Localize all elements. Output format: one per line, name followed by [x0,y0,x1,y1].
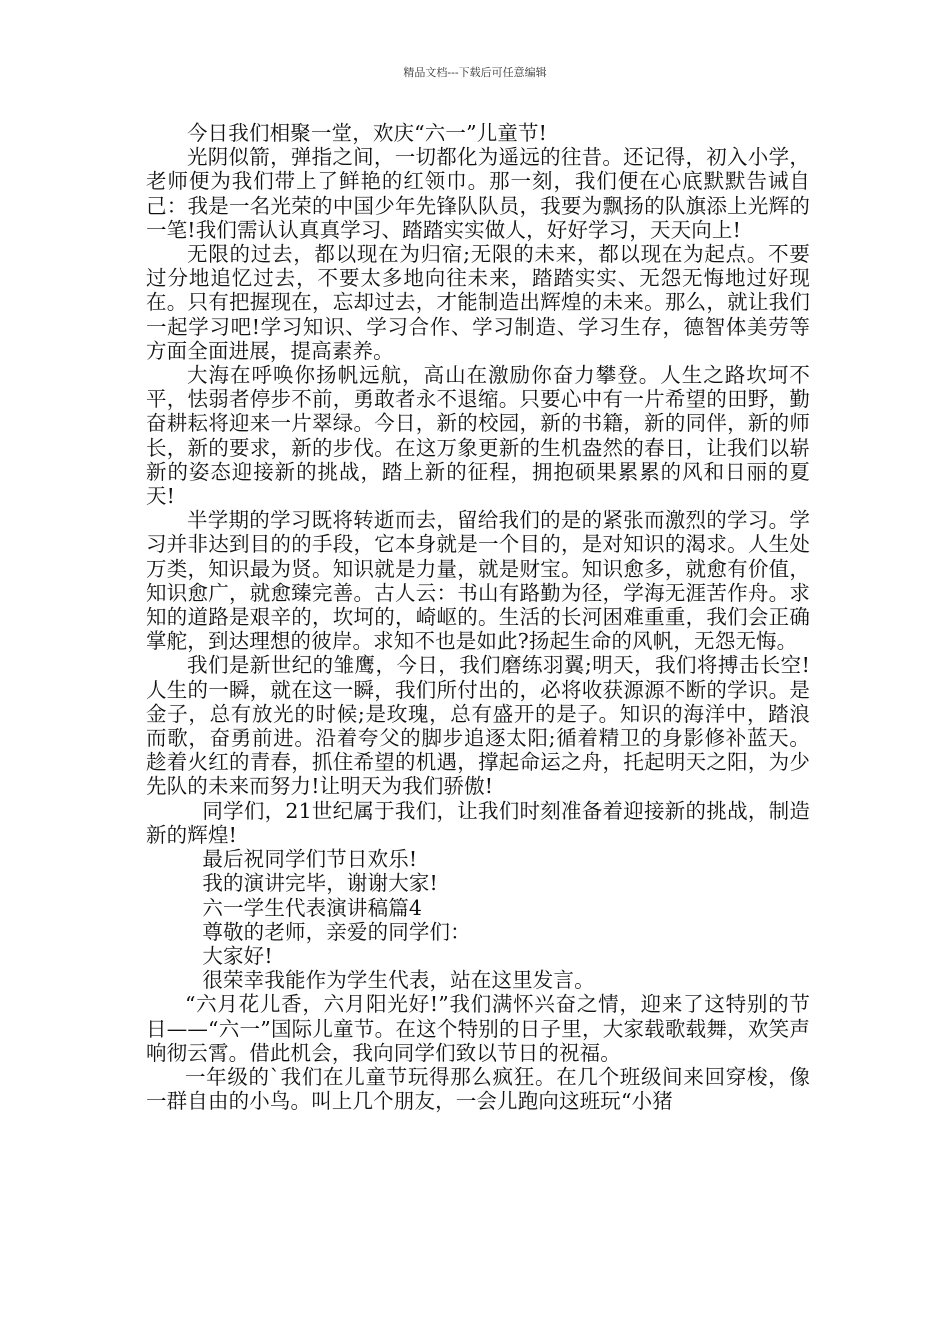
page-header: 精品文档---下载后可任意编辑 [403,66,547,79]
paragraph-15: 一年级的`我们在儿童节玩得那么疯狂。在几个班级间来回穿梭，像一群自由的小鸟。叫上几个朋友，一会儿跑向这班玩“小猪 [146,1064,810,1114]
paragraph-6: 我们是新世纪的雏鹰，今日，我们磨练羽翼;明天，我们将搏击长空!人生的一瞬，就在这一瞬，我们所付出的，必将收获源源不断的学识。是金子，总有放光的时候;是玫瑰，总有盛开的是子。知识的海洋中，踏浪而歌，奋勇前进。沿着夸父的脚步追逐太阳;循着精卫的身影修补蓝天。趁着火红的青春，抓住希望的机遇，撑起命运之舟，托起明天之阳，为少先队的未来而努力!让明天为我们骄傲! [146,653,810,799]
salutation: 尊敬的老师，亲爱的同学们： [202,919,471,944]
paragraph-7: 同学们，21世纪属于我们，让我们时刻准备着迎接新的挑战，制造新的辉煌! [146,798,810,847]
paragraph-4: 大海在呼唤你扬帆远航，高山在激励你奋力攀登。人生之路坎坷不平，怯弱者停步不前，勇敢者永不退缩。只要心中有一片希望的田野，勤奋耕耘将迎来一片翠绿。今日，新的校园，新的书籍，新的同伴，新的师长，新的要求，新的步伐。在这万象更新的生机盎然的春日，让我们以崭新的姿态迎接新的挑战，踏上新的征程，拥抱硕果累累的风和日丽的夏天! [146,363,810,509]
paragraph-14: “六月花儿香，六月阳光好!”我们满怀兴奋之情，迎来了这特别的节日——“六一”国际儿童节。在这个特别的日子里，大家载歌载舞，欢笑声响彻云霄。借此机会，我向同学们致以节日的祝福。 [146,992,810,1065]
document-body [146,121,810,1113]
paragraph-3: 无限的过去，都以现在为归宿;无限的未来，都以现在为起点。不要过分地追忆过去，不要太多地向往未来，踏踏实实、无怨无悔地过好现在。只有把握现在，忘却过去，才能制造出辉煌的未来。那么，就让我们一起学习吧!学习知识、学习合作、学习制造、学习生存，德智体美劳等方面全面进展，提高素养。 [146,242,810,363]
paragraph-9: 我的演讲完毕，谢谢大家! [202,871,438,896]
section-heading: 六一学生代表演讲稿篇4 [202,895,423,920]
paragraph-1: 今日我们相聚一堂，欢庆“六一”儿童节! [187,121,548,145]
paragraph-5: 半学期的学习既将转逝而去，留给我们的是的紧张而激烈的学习。学习并非达到目的的手段，它本身就是一个目的，是对知识的渴求。人生处万类，知识最为贤。知识就是力量，就是财宝。知识愈多，就愈有价值，知识愈广，就愈臻完善。古人云：书山有路勤为径，学海无涯苦作舟。求知的道路是艰辛的，坎坷的，崎岖的。生活的长河困难重重，我们会正确掌舵，到达理想的彼岸。求知不也是如此?扬起生命的风帆，无怨无悔。 [146,508,810,654]
paragraph-13: 很荣幸我能作为学生代表，站在这里发言。 [202,968,595,993]
paragraph-2: 光阴似箭，弹指之间，一切都化为遥远的往昔。还记得，初入小学，老师便为我们带上了鲜艳的红领巾。那一刻，我们便在心底默默告诫自己：我是一名光荣的中国少年先锋队队员，我要为飘扬的队旗添上光辉的一笔!我们需认认真真学习、踏踏实实做人，好好学习，天天向上! [146,145,810,242]
paragraph-8: 最后祝同学们节日欢乐! [202,847,418,872]
greeting: 大家好! [202,943,273,968]
